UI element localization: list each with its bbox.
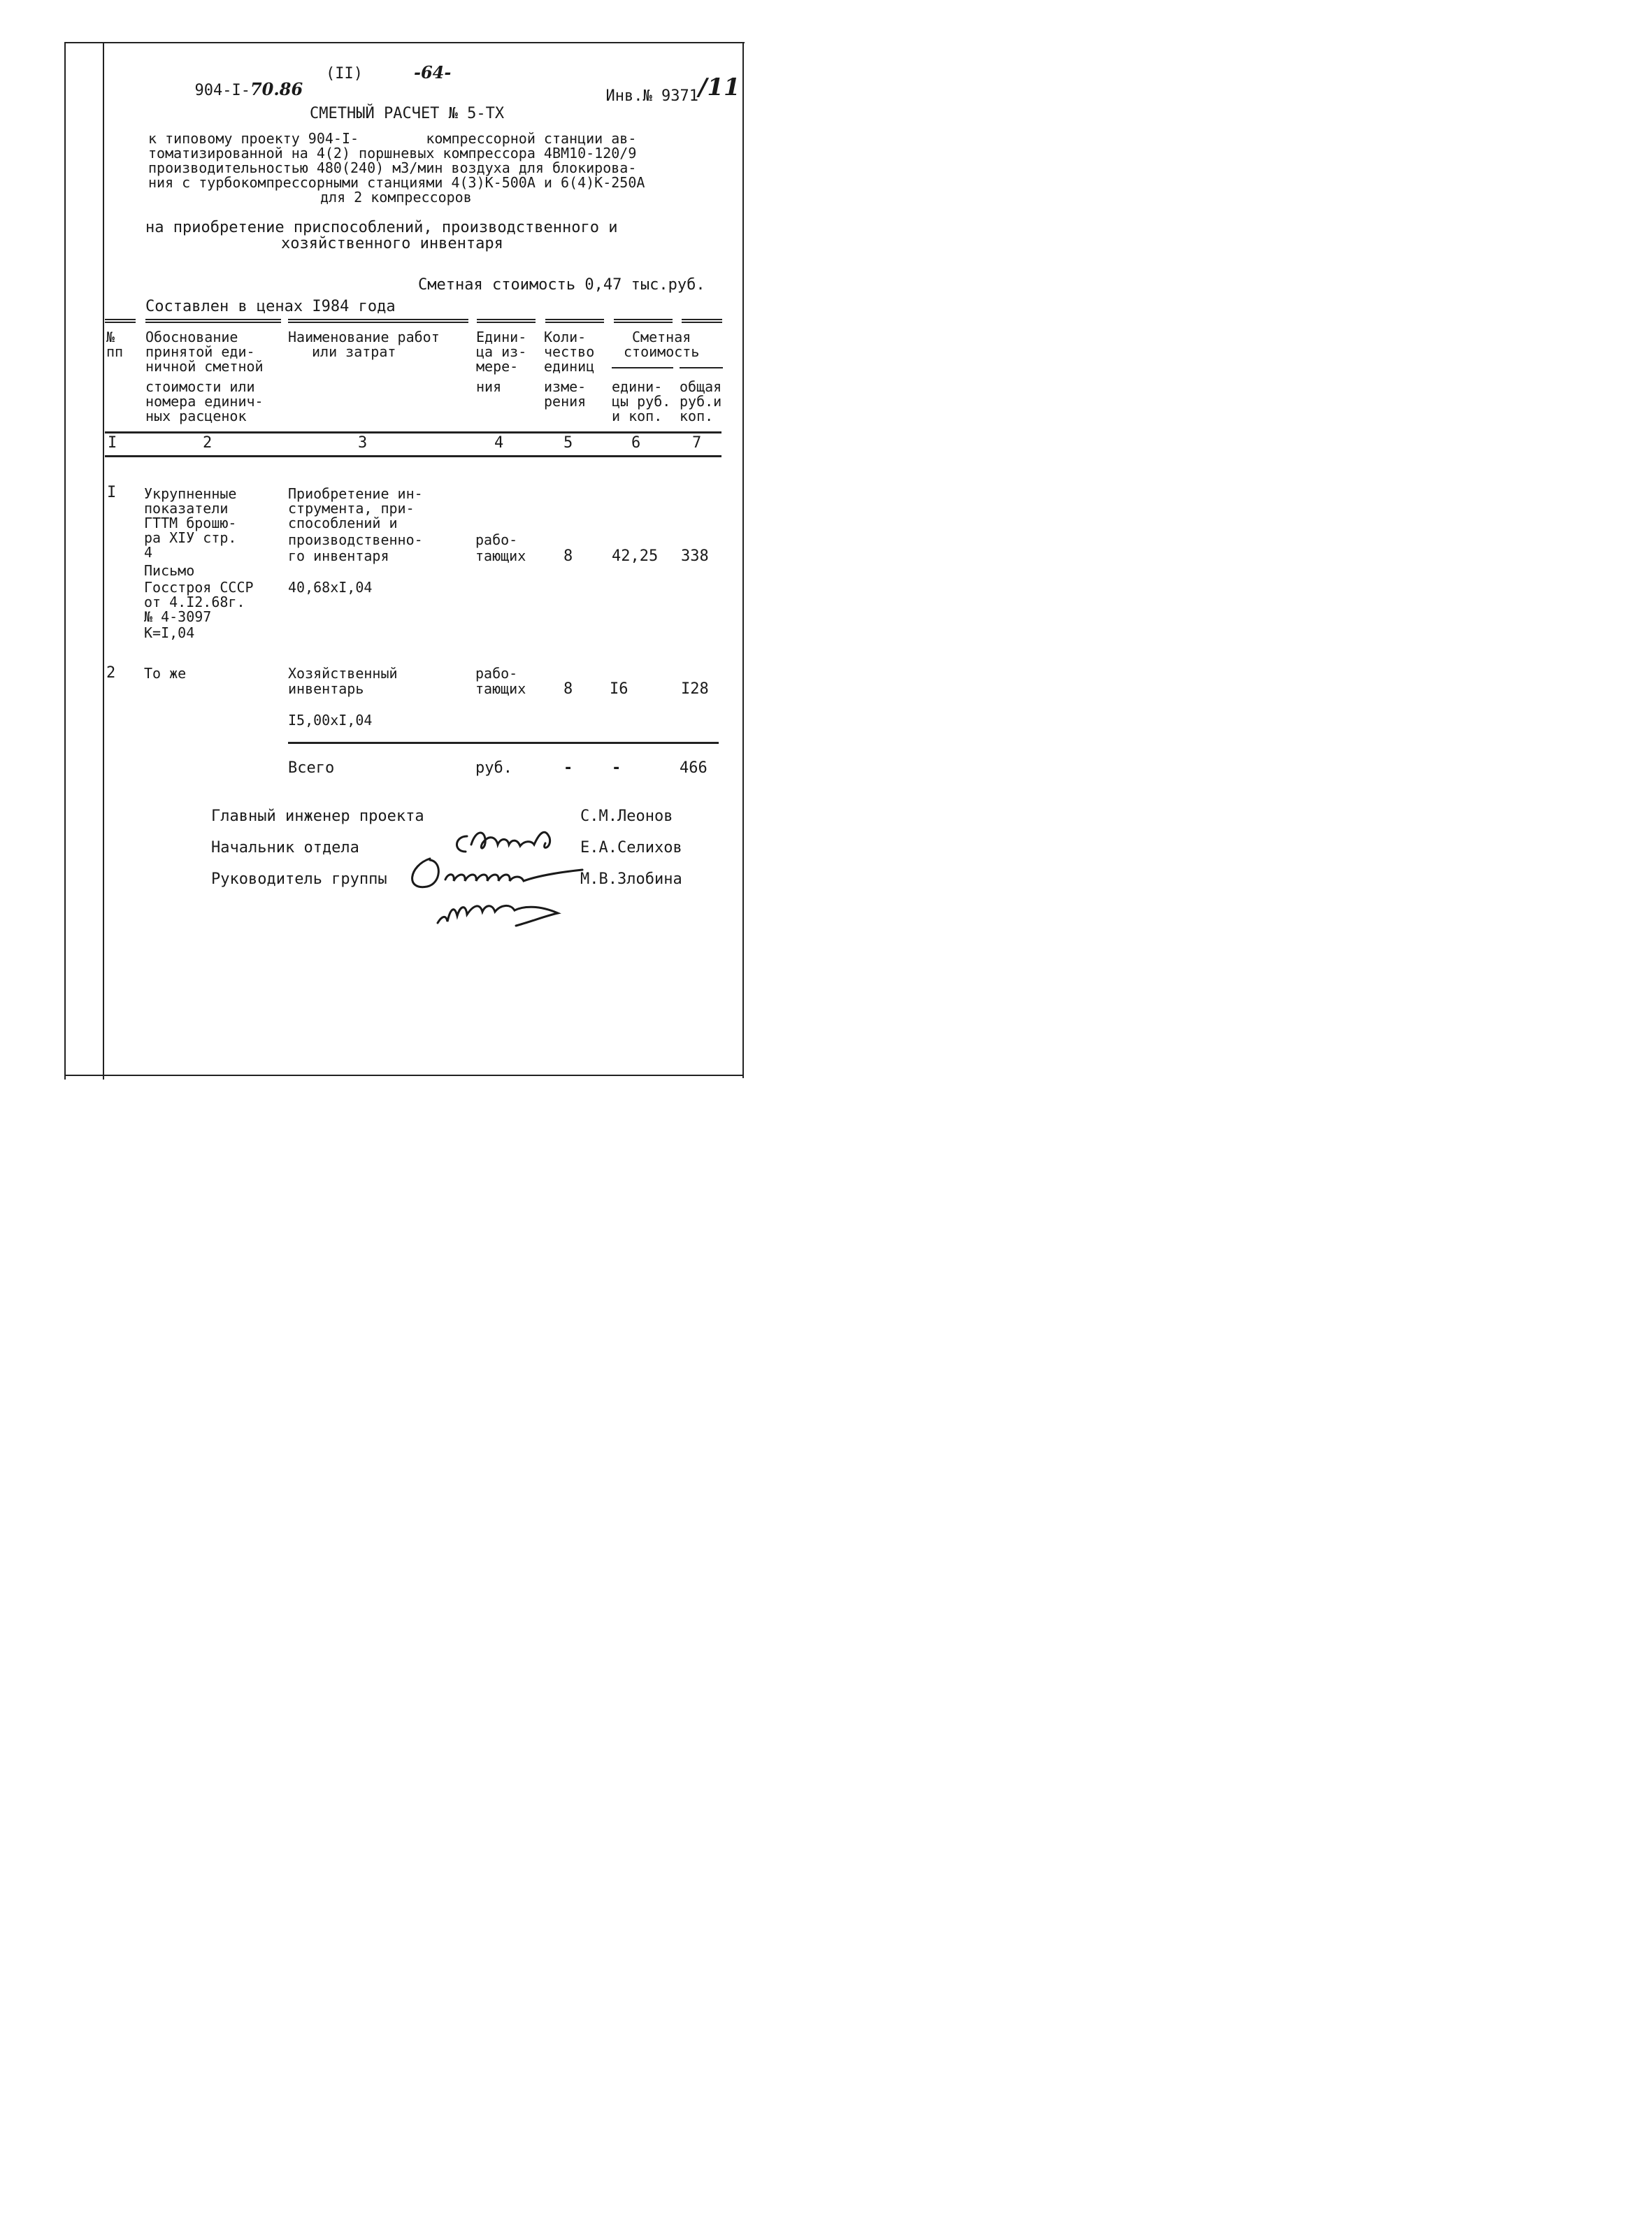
- frame-left-inner: [103, 43, 104, 1080]
- row2-unit-cost: I6: [610, 680, 629, 698]
- colnum-3: 3: [358, 434, 368, 452]
- colnum-4: 4: [494, 434, 504, 452]
- inventory-handwritten: /11: [698, 73, 740, 101]
- row1-name-2: струмента, при-: [288, 500, 415, 517]
- colnum-5: 5: [563, 434, 573, 452]
- th-unit-4: ния: [476, 378, 502, 395]
- total-unit-cost: -: [612, 759, 622, 777]
- th-qty-5: рения: [544, 393, 587, 410]
- purpose-line-1: на приобретение приспособлений, производственного и: [145, 219, 618, 236]
- intro-line-2: томатизированной на 4(2) поршневых компрессора 4ВМ10-120/9: [148, 145, 637, 162]
- row1-name-4: производственно-: [288, 531, 423, 548]
- rule-top-c6: [614, 319, 673, 323]
- th-cost-1: Сметная: [632, 329, 691, 345]
- colnum-6: 6: [631, 434, 641, 452]
- purpose-line-2: хозяйственного инвентаря: [281, 235, 503, 252]
- colnum-7: 7: [692, 434, 702, 452]
- row1-calc: 40,68xI,04: [288, 579, 373, 596]
- row1-unit-cost: 42,25: [612, 547, 659, 565]
- row2-no: 2: [106, 664, 116, 682]
- rule-header-bottom: [105, 431, 721, 433]
- signature-zlobina: [433, 861, 573, 943]
- th-unit-3: мере-: [476, 358, 519, 375]
- row1-name-1: Приобретение ин-: [288, 485, 423, 502]
- sig-role-chief-engineer: Главный инженер проекта: [211, 808, 424, 825]
- row1-basis-6: Письмо: [144, 562, 195, 579]
- total-unit: руб.: [475, 759, 512, 777]
- th-qty-1: Коли-: [544, 329, 587, 345]
- intro-line-4: ния с турбокомпрессорными станциями 4(3)К-500А и 6(4)К-250А: [148, 174, 645, 191]
- th-unitcost-3: и коп.: [612, 408, 663, 424]
- th-unit-1: Едини-: [476, 329, 527, 345]
- th-total-2: руб.и: [680, 393, 722, 410]
- th-basis-6: ных расценок: [145, 408, 247, 424]
- document-title: СМЕТНЫЙ РАСЧЕТ № 5-ТХ: [310, 105, 505, 122]
- total-label: Всего: [288, 759, 335, 777]
- th-unit-2: ца из-: [476, 343, 527, 360]
- rule-top-c1: [105, 319, 136, 323]
- sig-role-department-head: Начальник отдела: [211, 839, 359, 857]
- rule-colnum-bottom: [105, 455, 721, 457]
- rule-total: [288, 742, 719, 744]
- th-qty-4: изме-: [544, 378, 587, 395]
- rule-top-c2: [145, 319, 281, 323]
- frame-top: [64, 42, 745, 43]
- th-basis-5: номера единич-: [145, 393, 264, 410]
- row2-calc: I5,00xI,04: [288, 712, 373, 729]
- frame-bottom: [64, 1075, 744, 1076]
- th-no-2: пп: [106, 343, 124, 360]
- rule-cost-sub-1: [612, 367, 673, 368]
- colnum-2: 2: [203, 434, 213, 452]
- th-no-1: №: [106, 329, 115, 345]
- row2-name-2: инвентарь: [288, 680, 364, 697]
- album-number: (II): [326, 65, 363, 83]
- row1-basis-1: Укрупненные: [144, 485, 237, 502]
- th-basis-4: стоимости или: [145, 378, 255, 395]
- row1-unit-2: тающих: [475, 547, 526, 564]
- intro-line-5: для 2 компрессоров: [320, 189, 472, 206]
- row1-basis-3: ГТТМ брошю-: [144, 515, 237, 531]
- th-qty-2: чество: [544, 343, 595, 360]
- th-name-1: Наименование работ: [288, 329, 440, 345]
- row1-total: 338: [681, 547, 709, 565]
- row1-qty: 8: [563, 547, 573, 565]
- intro-line-1: к типовому проекту 904-I- компрессорной станции ав-: [148, 130, 637, 147]
- row1-unit-1: рабо-: [475, 531, 518, 548]
- colnum-1: I: [108, 434, 117, 452]
- th-cost-2: стоимость: [624, 343, 700, 360]
- row2-name-1: Хозяйственный: [288, 665, 398, 682]
- total-sum: 466: [680, 759, 708, 777]
- rule-top-c7: [682, 319, 722, 323]
- rule-top-c4: [477, 319, 536, 323]
- frame-left-outer: [64, 43, 66, 1080]
- row1-name-5: го инвентаря: [288, 547, 389, 564]
- total-qty: -: [563, 759, 573, 777]
- th-basis-1: Обоснование: [145, 329, 238, 345]
- row1-basis-9: № 4-3097: [144, 608, 212, 625]
- rule-cost-sub-2: [680, 367, 723, 368]
- row1-basis-5: 4: [144, 544, 153, 561]
- row2-unit-2: тающих: [475, 680, 526, 697]
- cost-summary: Сметная стоимость 0,47 тыс.руб.: [418, 276, 705, 294]
- row1-basis-4: ра XIУ стр.: [144, 529, 237, 546]
- row1-basis-2: показатели: [144, 500, 229, 517]
- row1-basis-7: Госстроя СССР: [144, 579, 254, 596]
- row2-total: I28: [681, 680, 709, 698]
- sig-name-chief-engineer: С.М.Леонов: [580, 808, 673, 825]
- rule-top-c3: [288, 319, 468, 323]
- th-basis-2: принятой еди-: [145, 343, 255, 360]
- project-code-handwritten: 70.86: [250, 79, 303, 99]
- sig-role-group-leader: Руководитель группы: [211, 870, 387, 888]
- row2-unit-1: рабо-: [475, 665, 518, 682]
- rule-top-c5: [545, 319, 604, 323]
- th-total-3: коп.: [680, 408, 714, 424]
- th-unitcost-1: едини-: [612, 378, 663, 395]
- th-basis-3: ничной сметной: [145, 358, 264, 375]
- th-qty-3: единиц: [544, 358, 595, 375]
- th-unitcost-2: цы руб.: [612, 393, 671, 410]
- frame-right: [742, 42, 744, 1078]
- project-code: 904-I-70.86: [194, 79, 303, 99]
- row2-qty: 8: [563, 680, 573, 698]
- prices-year: Составлен в ценах I984 года: [145, 298, 396, 315]
- th-total-1: общая: [680, 378, 722, 395]
- row2-basis-1: То же: [144, 665, 187, 682]
- row1-no: I: [107, 484, 117, 501]
- inventory-number: Инв.№ 9371/11: [605, 73, 740, 105]
- row1-basis-8: от 4.I2.68г.: [144, 594, 245, 610]
- th-name-2: или затрат: [312, 343, 396, 360]
- row1-name-3: способлений и: [288, 515, 398, 531]
- page-number: -64-: [414, 62, 452, 83]
- intro-line-3: производительностью 480(240) м3/мин воздуха для блокирова-: [148, 159, 637, 176]
- sig-name-group-leader: М.В.Злобина: [580, 870, 682, 888]
- row1-basis-10: К=I,04: [144, 624, 195, 641]
- sig-name-department-head: Е.А.Селихов: [580, 839, 682, 857]
